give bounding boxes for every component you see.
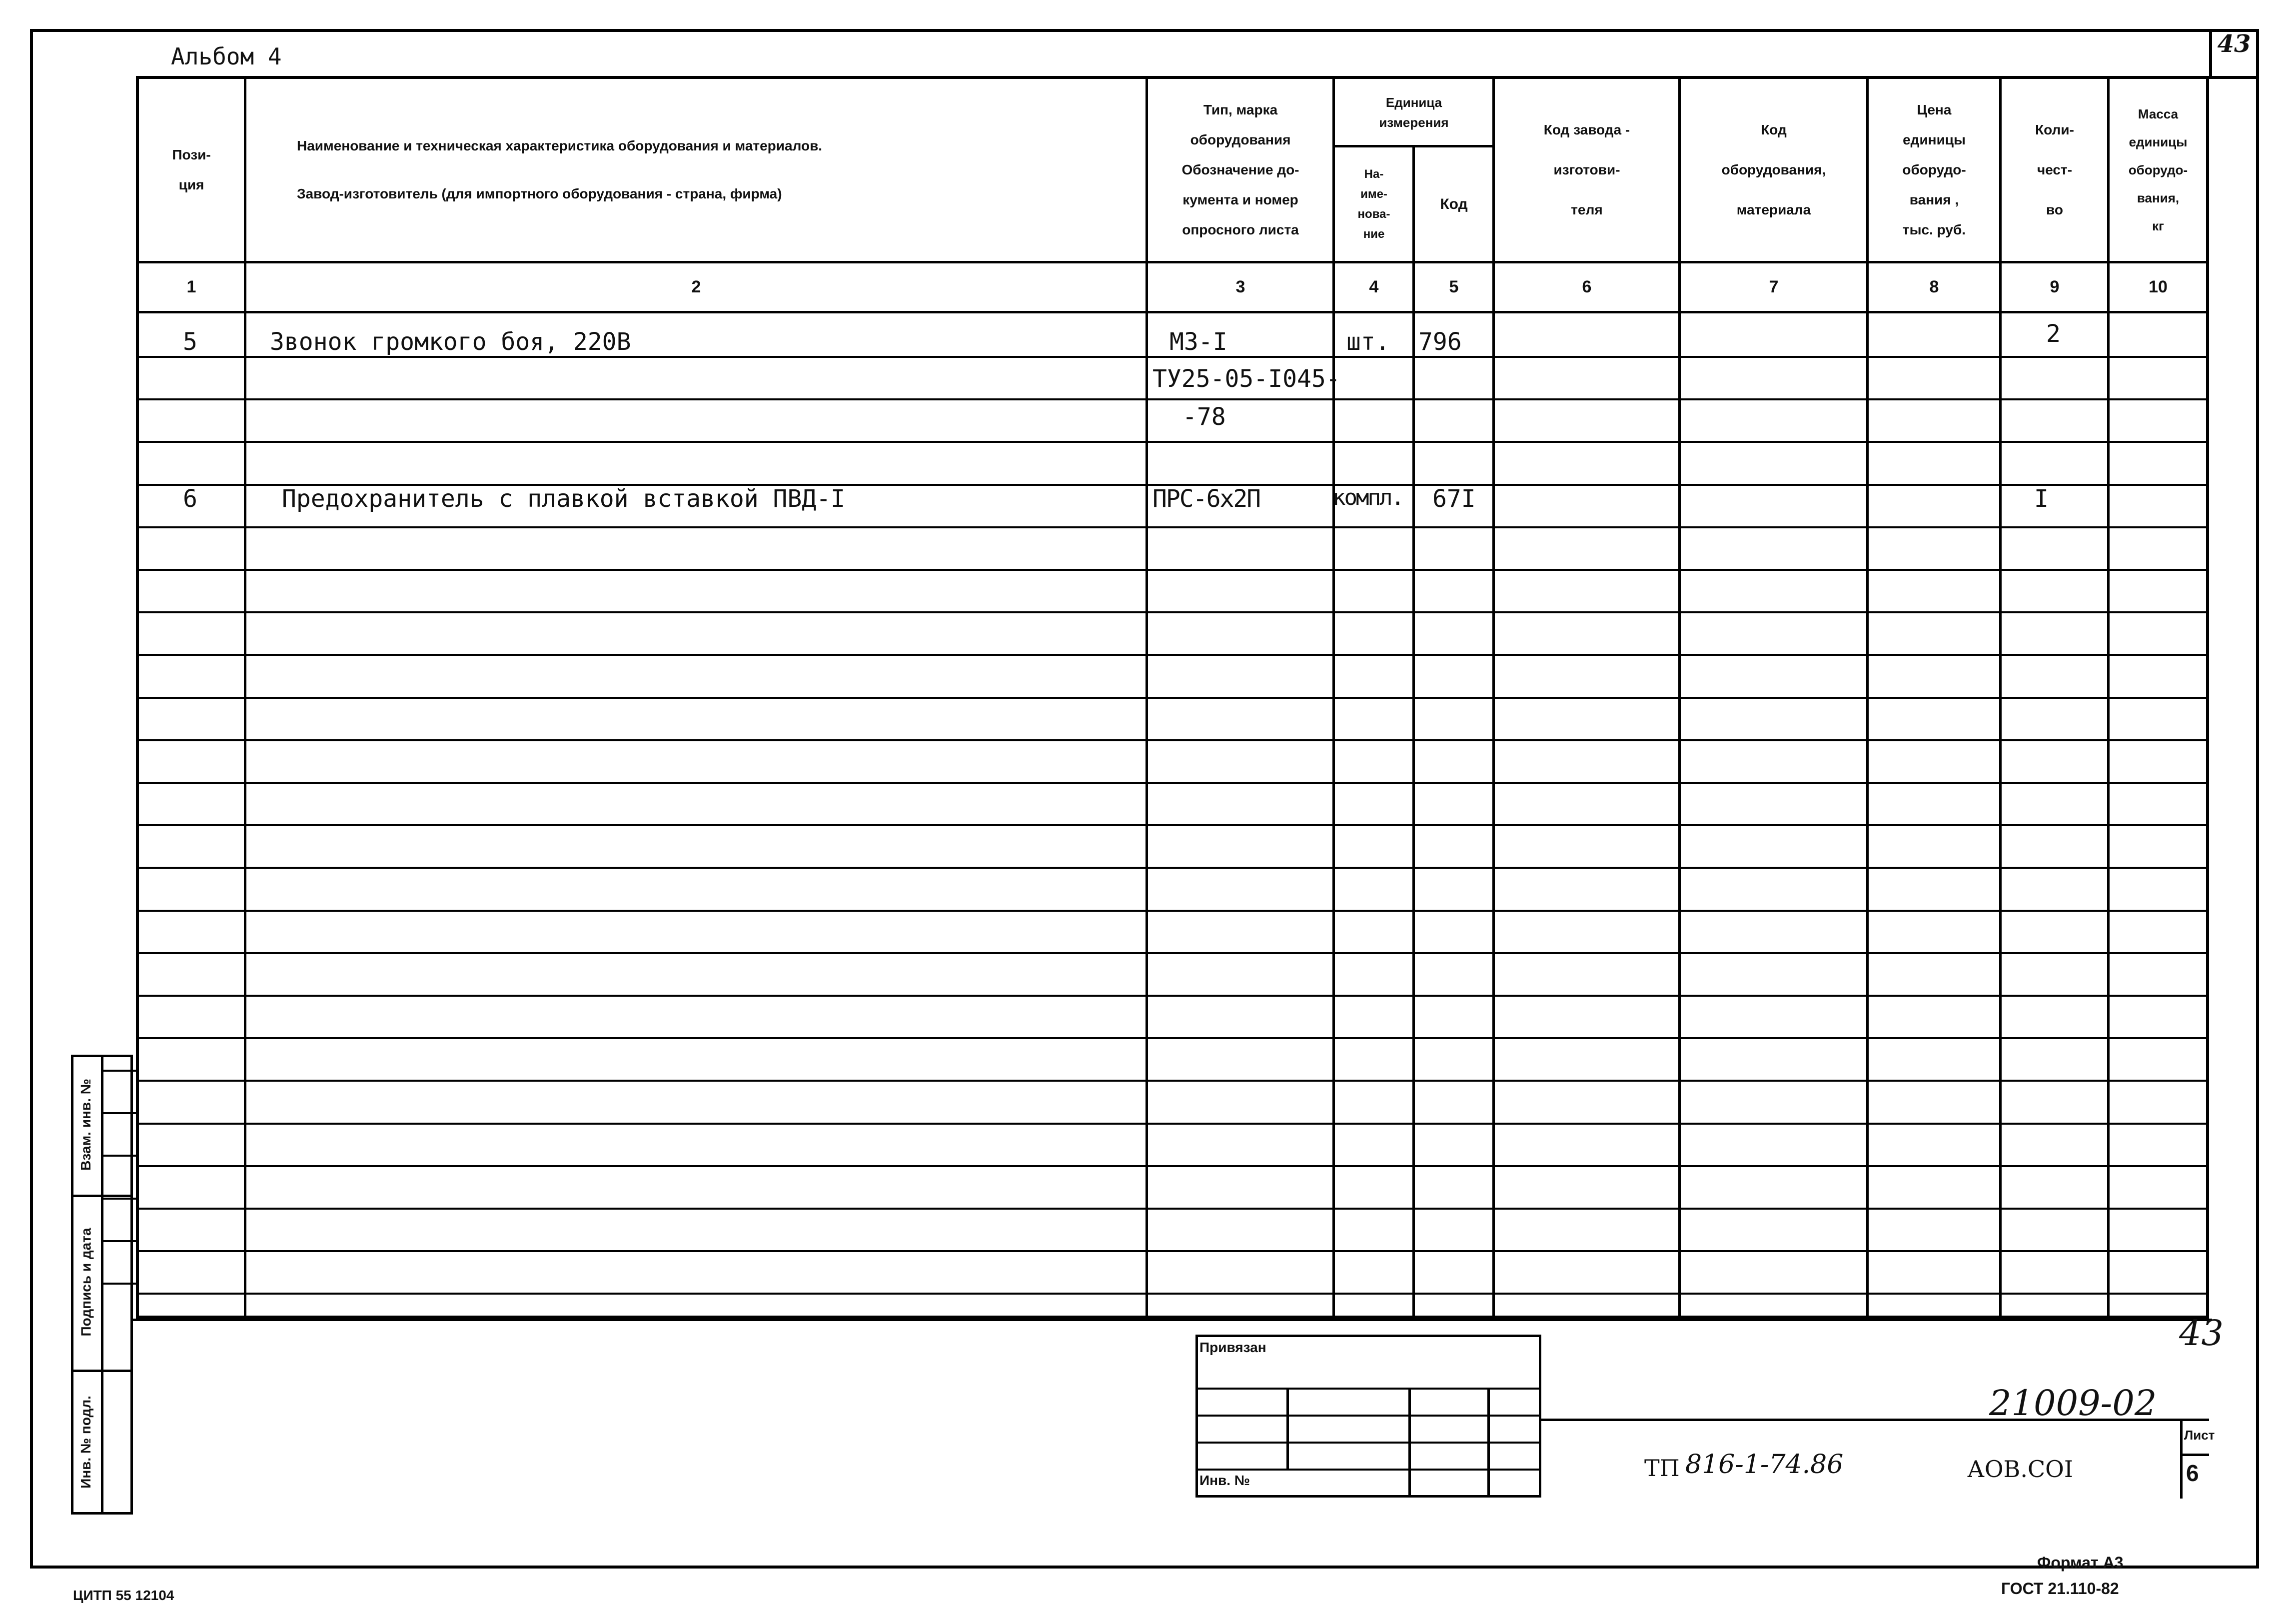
column-number: 4 bbox=[1369, 277, 1379, 296]
row-position: 6 bbox=[183, 485, 197, 513]
table-row-line bbox=[136, 697, 2209, 699]
side-label-signature-date: Подпись и дата bbox=[78, 1228, 94, 1337]
table-row-line bbox=[136, 824, 2209, 826]
row-name: Предохранитель с плавкой вставкой ПВД-I bbox=[282, 485, 846, 513]
header-type: Тип, марка оборудования Обозначение до- кумента и номер опросного листа bbox=[1181, 102, 1299, 237]
table-row-line bbox=[136, 739, 2209, 741]
side-label-original-inv: Инв. № подл. bbox=[78, 1396, 94, 1489]
row-unit-code: 67I bbox=[1432, 485, 1476, 513]
row-position: 5 bbox=[183, 328, 197, 356]
table-row-line bbox=[136, 995, 2209, 997]
sheet-number: 6 bbox=[2186, 1460, 2199, 1486]
table-row-line bbox=[136, 1293, 2209, 1295]
header-unit-group: Единица измерения bbox=[1379, 95, 1449, 130]
header-unit-name: На- име- нова- ние bbox=[1357, 167, 1390, 241]
stamp-label: ЦИТП 55 12104 bbox=[73, 1588, 174, 1603]
column-number: 6 bbox=[1582, 277, 1592, 296]
side-strip-divider bbox=[101, 1055, 103, 1515]
header-mass: Масса единицы оборудо- вания, кг bbox=[2128, 106, 2188, 233]
table-row-line bbox=[136, 1123, 2209, 1125]
album-label: Альбом 4 bbox=[171, 43, 282, 70]
table-row-line bbox=[136, 910, 2209, 912]
column-number: 9 bbox=[2050, 277, 2060, 296]
row-quantity: 2 bbox=[2046, 320, 2061, 348]
header-unit-code: Код bbox=[1440, 196, 1468, 212]
table-row-line bbox=[136, 782, 2209, 784]
column-number: 10 bbox=[2149, 277, 2168, 296]
column-number: 2 bbox=[691, 277, 701, 296]
page-number: 43 bbox=[2217, 30, 2251, 58]
header-equipment-code: Код оборудования, материала bbox=[1721, 122, 1826, 217]
handwritten-page: 43 bbox=[2179, 1313, 2224, 1354]
table-row-line bbox=[136, 526, 2209, 528]
table-row-line bbox=[136, 1208, 2209, 1210]
column-number: 1 bbox=[186, 277, 196, 296]
privyazan-col bbox=[1286, 1388, 1289, 1469]
table-row-line bbox=[136, 1165, 2209, 1167]
table-row-line bbox=[136, 569, 2209, 571]
row-unit: компл. bbox=[1332, 485, 1403, 510]
table-row-line bbox=[136, 441, 2209, 443]
privyazan-col bbox=[1487, 1388, 1490, 1498]
sheet-box-line bbox=[2180, 1454, 2209, 1456]
column-number: 7 bbox=[1769, 277, 1779, 296]
inv-no-label: Инв. № bbox=[1199, 1473, 1250, 1488]
doc-code-prefix: ТП bbox=[1644, 1455, 1680, 1482]
title-block-top bbox=[133, 1319, 2212, 1321]
row-type: ТУ25-05-I045- bbox=[1152, 365, 1340, 393]
unit-group-divider bbox=[1332, 145, 1492, 147]
header-position: Пози- ция bbox=[172, 147, 211, 192]
row-type: -78 bbox=[1182, 403, 1226, 431]
table-row-line bbox=[136, 1037, 2209, 1039]
doc-number: 816-1-74.86 bbox=[1685, 1450, 1844, 1480]
row-name: Звонок громкого боя, 220В bbox=[270, 328, 631, 356]
table-row-line bbox=[136, 952, 2209, 954]
row-unit: шт. bbox=[1346, 328, 1390, 356]
doc-suffix: АОВ.СОI bbox=[1967, 1456, 2074, 1483]
table-row-line bbox=[136, 1250, 2209, 1252]
side-label-replace-inv: Взам. инв. № bbox=[78, 1079, 94, 1171]
row-type: МЗ-I bbox=[1169, 328, 1227, 356]
format-label: Формат А3 bbox=[2037, 1554, 2124, 1572]
sheet-label: Лист bbox=[2184, 1428, 2215, 1443]
col-divider bbox=[1412, 146, 1415, 1319]
row-unit-code: 796 bbox=[1418, 328, 1462, 356]
table-row-line bbox=[136, 1080, 2209, 1082]
table-row-line bbox=[136, 654, 2209, 656]
row-quantity: I bbox=[2034, 485, 2049, 513]
table-row-line bbox=[136, 398, 2209, 400]
table-row-line bbox=[136, 867, 2209, 869]
header-price: Цена единицы оборудо- вания , тыс. руб. bbox=[1902, 102, 1966, 237]
header-name: Наименование и техническая характеристика оборудования и материалов. Завод-изготовитель (для импортного оборудования - страна, фирма) bbox=[297, 138, 823, 201]
privyazan-label: Привязан bbox=[1199, 1340, 1266, 1355]
gost-label: ГОСТ 21.110-82 bbox=[2001, 1580, 2119, 1598]
column-number: 8 bbox=[1929, 277, 1939, 296]
column-number: 5 bbox=[1449, 277, 1459, 296]
column-number: 3 bbox=[1235, 277, 1245, 296]
header-manufacturer-code: Код завода - изготови- теля bbox=[1543, 122, 1630, 217]
sheet-box-divider bbox=[2180, 1419, 2183, 1499]
row-type: ПРС-6х2П bbox=[1152, 485, 1260, 513]
header-quantity: Коли- чест- во bbox=[2035, 122, 2074, 217]
table-row-line bbox=[136, 611, 2209, 613]
privyazan-col bbox=[1408, 1388, 1411, 1498]
table-row-line bbox=[136, 356, 2209, 358]
handwritten-code: 21009-02 bbox=[1989, 1383, 2157, 1424]
